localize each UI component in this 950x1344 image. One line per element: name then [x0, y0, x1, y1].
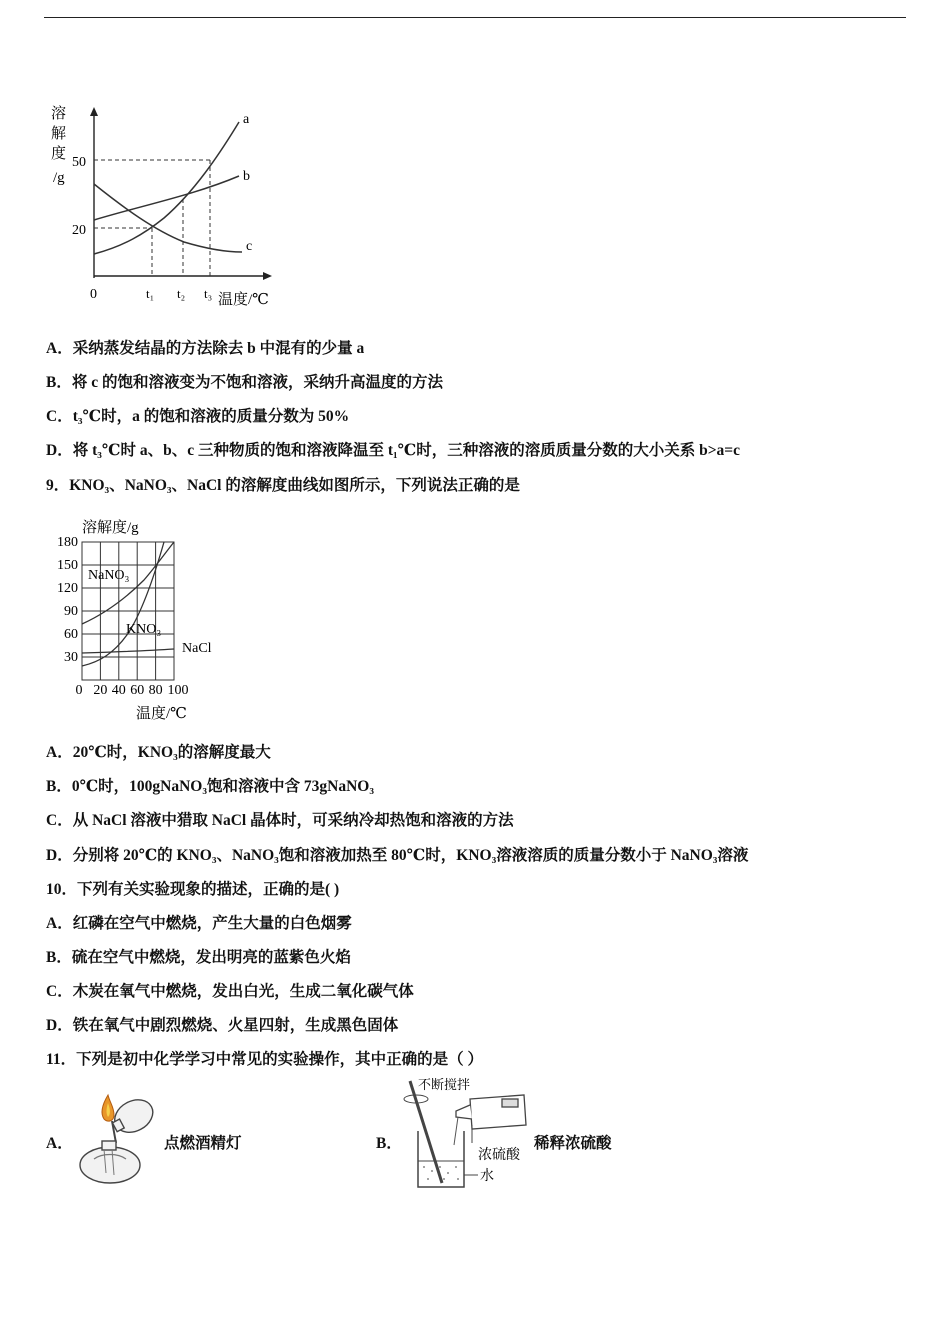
chart2-xtick-80: 80 [148, 683, 163, 698]
chart1-ylabel-2: 解 [51, 126, 67, 142]
q8-option-a: A．采纳蒸发结晶的方法除去 b 中混有的少量 a [46, 340, 365, 357]
q11-option-a-label: A． [46, 1135, 73, 1152]
chart2-ytick-30: 30 [64, 650, 78, 665]
chart2-xtick-40: 40 [111, 683, 126, 698]
chart1-xtick-t1: t₁ [146, 286, 155, 301]
curve-c [94, 184, 242, 252]
chart1-ylabel-3: 度 [51, 146, 67, 162]
q8-option-c: C．t₃℃时，a 的饱和溶液的质量分数为 50% [46, 408, 350, 425]
label-conc-acid: 浓硫酸 [478, 1148, 520, 1163]
top-rule [44, 17, 906, 18]
q10-option-c: C．木炭在氧气中燃烧，发出白光，生成二氧化碳气体 [46, 983, 414, 1000]
chart2-ytick-60: 60 [64, 627, 78, 642]
chart1-ytick-20: 20 [72, 223, 86, 238]
q9-option-b: B．0℃时，100gNaNO₃饱和溶液中含 73gNaNO₃ [46, 778, 374, 795]
series-label-c: c [246, 239, 253, 254]
chart1-ylabel-4: /g [53, 170, 65, 186]
alcohol-lamp-lighting-figure [72, 1087, 164, 1187]
q11-option-b-caption: 稀释浓硫酸 [534, 1135, 612, 1152]
q11-stem: 11．下列是初中化学学习中常见的实验操作，其中正确的是（ ） [46, 1051, 484, 1068]
chart1-ytick-50: 50 [72, 155, 86, 170]
solubility-chart-salts [44, 512, 234, 724]
chart2-grid [82, 542, 174, 680]
chart2-label-kno3: KNO₃ [126, 622, 162, 637]
chart2-ytick-180: 180 [57, 535, 78, 550]
chart1-xtick-t3: t₃ [204, 286, 213, 301]
q10-option-a: A．红磷在空气中燃烧，产生大量的白色烟雾 [46, 915, 352, 932]
curve-b [94, 176, 239, 220]
q8-option-d: D．将 t₃℃时 a、b、c 三种物质的饱和溶液降温至 t₁℃时，三种溶液的溶质质量分数的大小关系 b>a=c [46, 442, 740, 459]
label-stir: 不断搅拌 [418, 1077, 471, 1092]
dilute-sulfuric-acid-figure [398, 1075, 532, 1195]
chart1-xlabel: 温度/℃ [218, 292, 269, 308]
curve-kno3 [82, 542, 164, 666]
series-label-a: a [243, 112, 250, 127]
q10-stem: 10．下列有关实验现象的描述，正确的是( ) [46, 881, 340, 898]
q10-option-b: B．硫在空气中燃烧，发出明亮的蓝紫色火焰 [46, 949, 351, 966]
chart1-origin: 0 [90, 287, 97, 302]
chart1-xtick-t2: t₂ [177, 286, 186, 301]
solubility-chart-abc [44, 100, 284, 312]
series-label-b: b [243, 169, 250, 184]
chart2-xtick-100: 100 [167, 683, 189, 698]
label-water: 水 [480, 1169, 494, 1184]
q11-option-b-label: B． [376, 1135, 402, 1152]
chart2-ytick-90: 90 [64, 604, 78, 619]
chart2-label-nacl: NaCl [182, 641, 212, 656]
chart2-xtick-0: 0 [75, 683, 83, 698]
chart2-ytick-120: 120 [57, 581, 78, 596]
chart2-xlabel: 温度/℃ [136, 706, 187, 722]
q9-option-d: D．分别将 20℃的 KNO₃、NaNO₃饱和溶液加热至 80℃时，KNO₃溶液溶质的质量分数小于 NaNO₃溶液 [46, 847, 749, 864]
acid-bottle [456, 1095, 526, 1129]
curve-nacl [82, 649, 174, 653]
q9-option-a: A．20℃时，KNO₃的溶解度最大 [46, 744, 271, 761]
q10-option-d: D．铁在氧气中剧烈燃烧、火星四射，生成黑色固体 [46, 1017, 399, 1034]
q11-option-a-caption: 点燃酒精灯 [164, 1135, 242, 1152]
q9-option-c: C．从 NaCl 溶液中猎取 NaCl 晶体时，可采纳冷却热饱和溶液的方法 [46, 812, 514, 829]
chart2-ylabel: 溶解度/g [82, 520, 139, 536]
q8-option-b: B．将 c 的饱和溶液变为不饱和溶液，采纳升高温度的方法 [46, 374, 443, 391]
chart2-label-nano3: NaNO₃ [88, 568, 130, 583]
chart1-ylabel-1: 溶 [51, 106, 67, 122]
chart2-ytick-150: 150 [57, 558, 78, 573]
chart2-xtick-60: 60 [130, 683, 145, 698]
q9-stem: 9．KNO₃、NaNO₃、NaCl 的溶解度曲线如图所示，下列说法正确的是 [46, 477, 520, 494]
chart2-xtick-20: 20 [93, 683, 108, 698]
